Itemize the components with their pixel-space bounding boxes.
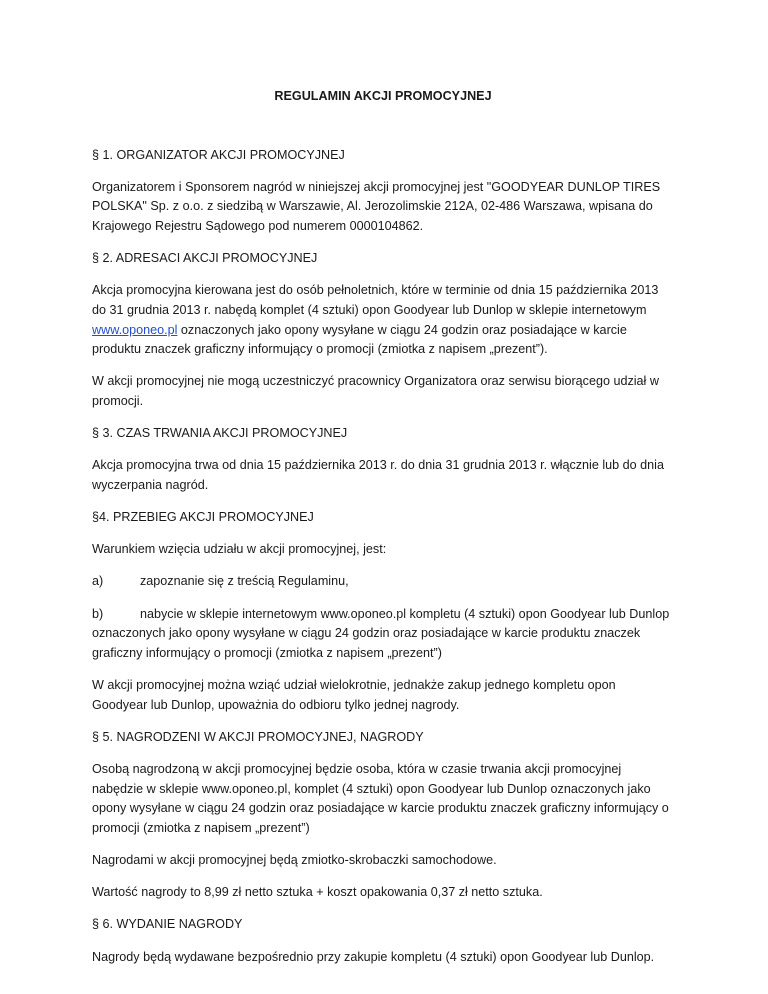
section-2-paragraph-2: W akcji promocyjnej nie mogą uczestniczyć pracownicy Organizatora oraz serwisu biorącego udział w promocji. (92, 374, 659, 408)
section-3-paragraph: Akcja promocyjna trwa od dnia 15 października 2013 r. do dnia 31 grudnia 2013 r. włącznie lub do dnia wyczerpania nagród. (92, 458, 664, 492)
document-title: REGULAMIN AKCJI PROMOCYJNEJ (274, 89, 492, 103)
section-2-text-before-link: Akcja promocyjna kierowana jest do osób pełnoletnich, które w terminie od dnia 15 października 2013 do 31 grudnia 2013 r. nabędą komplet (4 sztuki) opon Goodyear lub Dunlop w sklepie internetowym (92, 283, 659, 317)
oponeo-link[interactable]: www.oponeo.pl (92, 322, 178, 337)
section-6-paragraph: Nagrody będą wydawane bezpośrednio przy zakupie kompletu (4 sztuki) opon Goodyear lub Dunlop. (92, 949, 655, 964)
section-5-heading: § 5. NAGRODZENI W AKCJI PROMOCYJNEJ, NAGRODY (92, 729, 424, 744)
section-4-heading: §4. PRZEBIEG AKCJI PROMOCYJNEJ (92, 510, 314, 525)
section-2-text-after-link: oznaczonych jako opony wysyłane w ciągu 24 godzin oraz posiadające w karcie produktu znaczek graficzny informujący o promocji (zmiotka z napisem „prezent”). (92, 322, 627, 357)
section-5-paragraph-1: Osobą nagrodzoną w akcji promocyjnej będzie osoba, która w czasie trwania akcji promocyjnej nabędzie w sklepie www.oponeo.pl, komplet (4 sztuki) opon Goodyear lub Dunlop oznaczonych jako opony wysyłane w ciągu 24 godzin oraz posiadające w karcie produktu znaczek graficzny informujący o promocji (zmiotka z napisem „prezent”) (92, 761, 669, 835)
section-1-heading: § 1. ORGANIZATOR AKCJI PROMOCYJNEJ (92, 147, 345, 162)
section-5-paragraph-3: Wartość nagrody to 8,99 zł netto sztuka + koszt opakowania 0,37 zł netto sztuka. (92, 885, 543, 900)
section-4-paragraph-1: Warunkiem wzięcia udziału w akcji promocyjnej, jest: (92, 542, 387, 557)
list-text-b: nabycie w sklepie internetowym www.oponeo.pl kompletu (4 sztuki) opon Goodyear lub Dunlop oznaczonych jako opony wysyłane w ciągu 24 godzin oraz posiadające w karcie produktu znaczek graficzny informujący o promocji (zmiotka z napisem „prezent”) (92, 606, 670, 660)
section-5-paragraph-2: Nagrodami w akcji promocyjnej będą zmiotko-skrobaczki samochodowe. (92, 852, 497, 867)
list-text-a: zapoznanie się z treścią Regulaminu, (140, 574, 349, 589)
list-item-a (92, 572, 674, 592)
list-item-b (92, 605, 674, 664)
section-2-paragraph-1 (92, 281, 674, 359)
list-marker-b: b) (92, 606, 104, 621)
section-6-heading: § 6. WYDANIE NAGRODY (92, 917, 243, 932)
section-2-heading: § 2. ADRESACI AKCJI PROMOCYJNEJ (92, 251, 318, 266)
section-4-paragraph-2: W akcji promocyjnej można wziąć udział wielokrotnie, jednakże zakup jednego kompletu opon Goodyear lub Dunlop, upoważnia do odbioru tylko jednej nagrody. (92, 678, 616, 712)
section-3-heading: § 3. CZAS TRWANIA AKCJI PROMOCYJNEJ (92, 426, 348, 441)
list-marker-a: a) (92, 574, 104, 589)
section-1-paragraph: Organizatorem i Sponsorem nagród w niniejszej akcji promocyjnej jest "GOODYEAR DUNLOP TIRES POLSKA" Sp. z o.o. z siedzibą w Warszawie, Al. Jerozolimskie 212A, 02-486 Warszawa, wpisana do Krajowego Rejestru Sądowego pod numerem 0000104862. (92, 179, 661, 233)
